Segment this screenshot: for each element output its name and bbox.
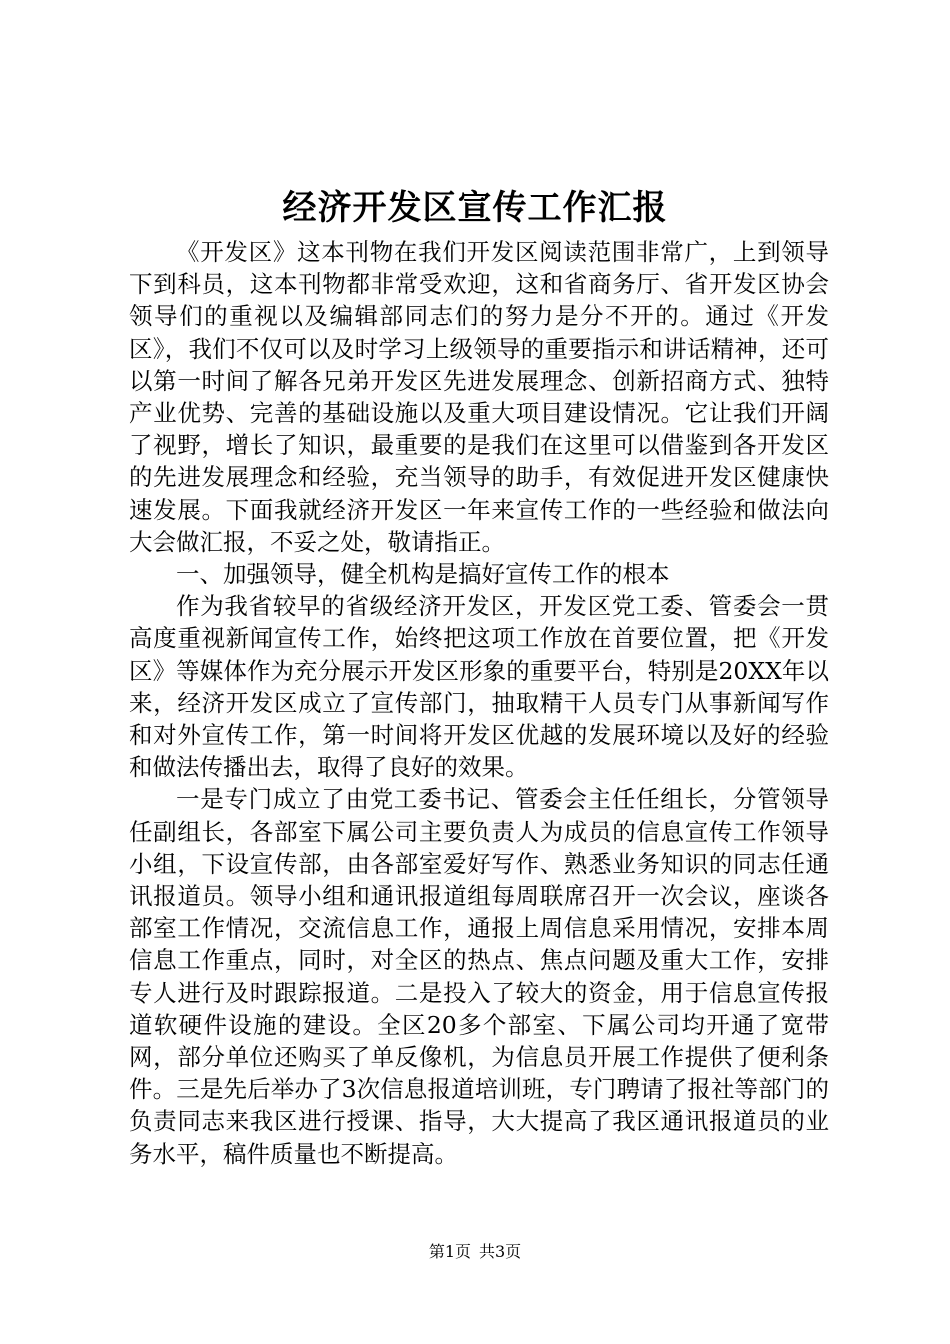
paragraph-measures: 一是专门成立了由党工委书记、管委会主任任组长，分管领导任副组长，各部室下属公司主要负责人为成员的信息宣传工作领导小组，下设宣传部，由各部室爱好写作、熟悉业务知识的同志任通讯报道员。领导小组和通讯报道组每周联席召开一次会议，座谈各部室工作情况，交流信息工作，通报上周信息采用情况，安排本周信息工作重点，同时，对全区的热点、焦点问题及重大工作，安排专人进行及时跟踪报道。二是投入了较大的资金，用于信息宣传报道软硬件设施的建设。全区20多个部室、下属公司均开通了宽带网，部分单位还购买了单反像机，为信息员开展工作提供了便利条件。三是先后举办了3次信息报道培训班，专门聘请了报社等部门的负责同志来我区进行授课、指导，大大提高了我区通讯报道员的业务水平，稿件质量也不断提高。	[129, 785, 829, 1168]
page-number: 第1页	[428, 1242, 471, 1261]
paragraph-section-1: 作为我省较早的省级经济开发区，开发区党工委、管委会一贯高度重视新闻宣传工作，始终把这项工作放在首要位置，把《开发区》等媒体作为充分展示开发区形象的重要平台，特别是20XX年以来，经济开发区成立了宣传部门，抽取精干人员专门从事新闻写作和对外宣传工作，第一时间将开发区优越的发展环境以及好的经验和做法传播出去，取得了良好的效果。	[129, 592, 829, 782]
page-footer	[0, 1241, 950, 1263]
section-heading: 一、加强领导，健全机构是搞好宣传工作的根本	[176, 560, 670, 589]
page-total: 共3页	[479, 1242, 522, 1261]
paragraph-intro: 《开发区》这本刊物在我们开发区阅读范围非常广，上到领导下到科员，这本刊物都非常受欢迎，这和省商务厅、省开发区协会领导们的重视以及编辑部同志们的努力是分不开的。通过《开发区》，我们不仅可以及时学习上级领导的重要指示和讲话精神，还可以第一时间了解各兄弟开发区先进发展理念、创新招商方式、独特产业优势、完善的基础设施以及重大项目建设情况。它让我们开阔了视野，增长了知识，最重要的是我们在这里可以借鉴到各开发区的先进发展理念和经验，充当领导的助手，有效促进开发区健康快速发展。下面我就经济开发区一年来宣传工作的一些经验和做法向大会做汇报，不妥之处，敬请指正。	[129, 238, 829, 556]
document-title: 经济开发区宣传工作汇报	[282, 188, 668, 228]
document-body	[129, 236, 829, 1170]
